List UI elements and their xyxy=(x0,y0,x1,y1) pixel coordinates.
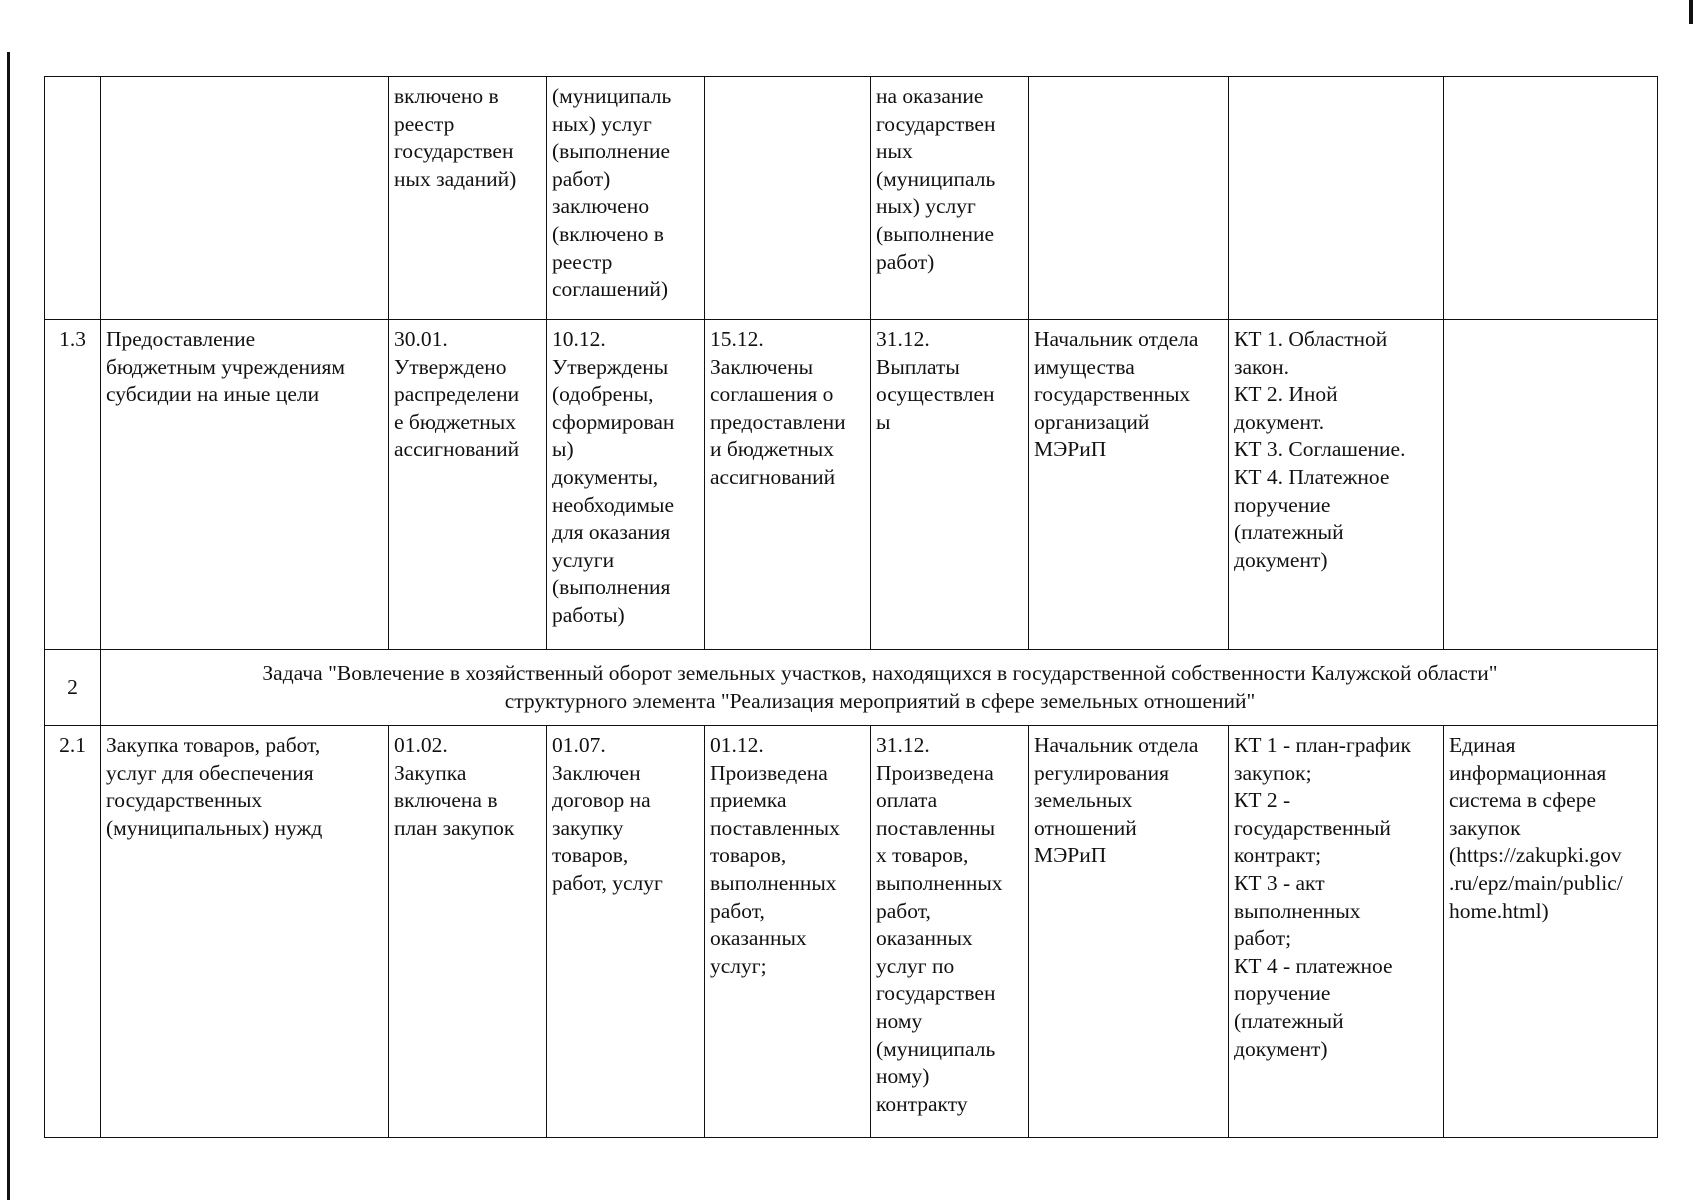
cell-text-line: КТ 4 - платежное xyxy=(1234,953,1393,978)
cell-text-line: х товаров, xyxy=(876,843,969,868)
cell-text-line: ному xyxy=(876,1008,923,1033)
cell-text-line: (выполнение xyxy=(876,221,995,246)
cell-text-line: МЭРиП xyxy=(1034,843,1107,868)
cell-text-line: услуг; xyxy=(710,953,767,978)
cell-text-line: выполненных xyxy=(876,870,1003,895)
cell-text-line: закупок xyxy=(1449,815,1521,840)
cell-text-line: имущества xyxy=(1034,354,1135,379)
cell-text-line: отношений xyxy=(1034,815,1137,840)
cell-text-line: Закупка товаров, работ, xyxy=(106,733,321,757)
checkpoint-1-cell xyxy=(389,77,547,320)
cell-text-line: 15.12. xyxy=(710,327,764,351)
cell-text-line: Заключены xyxy=(710,354,814,379)
checkpoint-3-cell xyxy=(705,77,871,320)
cell-text-line: выполненных xyxy=(1234,898,1361,923)
cell-text-line: осуществлен xyxy=(876,382,995,407)
table-row xyxy=(45,320,1658,650)
cell-text-line: закупку xyxy=(552,815,624,840)
cell-text-line: закупок; xyxy=(1234,760,1312,785)
cell-text-line: договор на xyxy=(552,788,651,813)
cell-text-line: 30.01. xyxy=(394,327,448,351)
cell-text-line: соглашений) xyxy=(552,277,669,302)
cell-text-line: оказанных xyxy=(710,926,807,951)
cell-text-line: КТ 4. Платежное xyxy=(1234,464,1390,489)
cell-text-line: работ, xyxy=(876,898,931,923)
checkpoint-4-cell xyxy=(871,77,1029,320)
info-system-cell xyxy=(1444,320,1658,650)
cell-text-line: документ) xyxy=(1234,1036,1328,1061)
cell-text-line: (выполнения xyxy=(552,575,671,600)
row-number-cell xyxy=(45,77,101,320)
cell-text-line: ных xyxy=(876,139,913,164)
cell-text-line: работ, xyxy=(710,898,765,923)
cell-text-line: оплата xyxy=(876,788,938,813)
cell-text-line: Начальник отдела xyxy=(1034,327,1199,351)
cell-text-line: приемка xyxy=(710,788,787,813)
cell-text-line: (платежный xyxy=(1234,520,1344,545)
cell-text-line: КТ 1. Областной xyxy=(1234,327,1388,351)
task-title-cell xyxy=(101,650,1658,726)
cell-text-line: 31.12. xyxy=(876,733,930,757)
cell-text-line: КТ 3 - акт xyxy=(1234,870,1325,895)
cell-text-line: субсидии на иные цели xyxy=(106,382,320,407)
cell-text-line: услуги xyxy=(552,547,615,572)
cell-text-line: включена в xyxy=(394,788,498,813)
cell-text-line: ы) xyxy=(552,437,574,462)
checkpoint-4-cell xyxy=(871,726,1029,1138)
cell-text-line: поставленных xyxy=(710,815,840,840)
cell-text-line: необходимые xyxy=(552,492,675,517)
event-name-cell xyxy=(101,77,389,320)
row-number-cell: 1.3 xyxy=(45,320,101,650)
cell-text-line: КТ 1 - план-график xyxy=(1234,733,1411,757)
cell-text-line: работ, услуг xyxy=(552,870,663,895)
cell-text-line: Произведена xyxy=(710,760,828,785)
cell-text-line: ных заданий) xyxy=(394,166,517,191)
cell-text-line: ассигнований xyxy=(710,464,836,489)
page-corner-mark xyxy=(1689,0,1693,24)
cell-text-line: система в сфере xyxy=(1449,788,1597,813)
cell-text-line: соглашения о xyxy=(710,382,834,407)
cell-text-line: государствен xyxy=(876,111,996,136)
cell-text-line: регулирования xyxy=(1034,760,1169,785)
cell-text-line: на оказание xyxy=(876,84,984,108)
cell-text-line: поручение xyxy=(1234,492,1331,517)
cell-text-line: земельных xyxy=(1034,788,1133,813)
table-row xyxy=(45,77,1658,320)
cell-text-line: ному) xyxy=(876,1064,930,1089)
responsible-cell xyxy=(1029,726,1229,1138)
cell-text-line: home.html) xyxy=(1449,898,1549,923)
cell-text-line: 01.12. xyxy=(710,733,764,757)
cell-text-line: предоставлени xyxy=(710,409,846,434)
cell-text-line: работы) xyxy=(552,602,625,627)
checkpoint-1-cell xyxy=(389,320,547,650)
cell-text-line: поручение xyxy=(1234,981,1331,1006)
cell-text-line: Выплаты xyxy=(876,354,960,379)
info-system-cell xyxy=(1444,77,1658,320)
cell-text-line: Предоставление xyxy=(106,327,256,351)
checkpoint-2-cell xyxy=(547,726,705,1138)
cell-text-line: Утверждено xyxy=(394,354,507,379)
cell-text-line: и бюджетных xyxy=(710,437,834,462)
cell-text-line: работ; xyxy=(1234,926,1292,951)
document-type-cell xyxy=(1229,726,1444,1138)
cell-text-line: включено в xyxy=(394,84,499,108)
responsible-cell xyxy=(1029,77,1229,320)
cell-text-line: товаров, xyxy=(710,843,787,868)
cell-text-line: 10.12. xyxy=(552,327,606,351)
cell-text-line: 01.07. xyxy=(552,733,606,757)
cell-text-line: 31.12. xyxy=(876,327,930,351)
cell-text-line: государствен xyxy=(876,981,996,1006)
responsible-cell xyxy=(1029,320,1229,650)
cell-text-line: поставленны xyxy=(876,815,996,840)
cell-text-line: (муниципаль xyxy=(876,166,996,191)
table-body xyxy=(45,77,1658,1138)
cell-text-line: КТ 3. Соглашение. xyxy=(1234,437,1406,462)
cell-text-line: .ru/epz/main/public/ xyxy=(1449,870,1623,895)
cell-text-line: государствен xyxy=(394,139,514,164)
cell-text-line: (платежный xyxy=(1234,1008,1344,1033)
cell-text-line: ных) услуг xyxy=(552,111,652,136)
implementation-plan-table xyxy=(44,76,1658,1138)
row-number-cell: 2 xyxy=(45,650,101,726)
cell-text-line: реестр xyxy=(394,111,455,136)
cell-text-line: Задача "Вовлечение в хозяйственный оборот земельных участков, находящихся в государственной собственности Калужской области" xyxy=(262,660,1498,685)
cell-text-line: работ) xyxy=(876,249,935,274)
cell-text-line: заключено xyxy=(552,194,650,219)
checkpoint-1-cell xyxy=(389,726,547,1138)
cell-text-line: распределени xyxy=(394,382,520,407)
cell-text-line: Начальник отдела xyxy=(1034,733,1199,757)
cell-text-line: организаций xyxy=(1034,409,1150,434)
cell-text-line: (выполнение xyxy=(552,139,671,164)
cell-text-line: КТ 2. Иной xyxy=(1234,382,1338,407)
cell-text-line: оказанных xyxy=(876,926,973,951)
cell-text-line: структурного элемента "Реализация мероприятий в сфере земельных отношений" xyxy=(504,688,1256,713)
cell-text-line: (одобрены, xyxy=(552,382,654,407)
event-name-cell xyxy=(101,320,389,650)
cell-text-line: е бюджетных xyxy=(394,409,516,434)
cell-text-line: документы, xyxy=(552,464,659,489)
checkpoint-3-cell xyxy=(705,726,871,1138)
cell-text-line: контракту xyxy=(876,1091,968,1116)
cell-text-line: контракт; xyxy=(1234,843,1322,868)
cell-text-line: 01.02. xyxy=(394,733,448,757)
cell-text-line: (муниципаль xyxy=(876,1036,996,1061)
cell-text-line: документ) xyxy=(1234,547,1328,572)
cell-text-line: Утверждены xyxy=(552,354,669,379)
cell-text-line: государственных xyxy=(1034,382,1191,407)
table-row xyxy=(45,650,1658,726)
cell-text-line: (муниципальных) нужд xyxy=(106,815,323,840)
table-row xyxy=(45,726,1658,1138)
checkpoint-3-cell xyxy=(705,320,871,650)
cell-text-line: (включено в xyxy=(552,221,664,246)
cell-text-line: услуг по xyxy=(876,953,955,978)
cell-text-line: (муниципаль xyxy=(552,84,672,108)
cell-text-line: реестр xyxy=(552,249,613,274)
checkpoint-4-cell xyxy=(871,320,1029,650)
cell-text-line: план закупок xyxy=(394,815,515,840)
cell-text-line: бюджетным учреждениям xyxy=(106,354,345,379)
cell-text-line: государственных xyxy=(106,788,263,813)
cell-text-line: товаров, xyxy=(552,843,629,868)
cell-text-line: работ) xyxy=(552,166,611,191)
cell-text-line: Закупка xyxy=(394,760,467,785)
cell-text-line: государственный xyxy=(1234,815,1391,840)
cell-text-line: закон. xyxy=(1234,354,1290,379)
checkpoint-2-cell xyxy=(547,320,705,650)
document-type-cell xyxy=(1229,77,1444,320)
info-system-cell xyxy=(1444,726,1658,1138)
cell-text-line: сформирован xyxy=(552,409,675,434)
page-left-border xyxy=(7,52,10,1200)
cell-text-line: МЭРиП xyxy=(1034,437,1107,462)
event-name-cell xyxy=(101,726,389,1138)
cell-text-line: (https://zakupki.gov xyxy=(1449,843,1622,868)
cell-text-line: информационная xyxy=(1449,760,1607,785)
cell-text-line: документ. xyxy=(1234,409,1325,434)
cell-text-line: для оказания xyxy=(552,520,671,545)
cell-text-line: ы xyxy=(876,409,891,434)
cell-text-line: КТ 2 - xyxy=(1234,788,1291,813)
cell-text-line: выполненных xyxy=(710,870,837,895)
row-number-cell: 2.1 xyxy=(45,726,101,1138)
cell-text-line: Единая xyxy=(1449,733,1516,757)
document-type-cell xyxy=(1229,320,1444,650)
cell-text-line: услуг для обеспечения xyxy=(106,760,314,785)
cell-text-line: ных) услуг xyxy=(876,194,976,219)
checkpoint-2-cell xyxy=(547,77,705,320)
cell-text-line: ассигнований xyxy=(394,437,520,462)
cell-text-line: Заключен xyxy=(552,760,641,785)
cell-text-line: Произведена xyxy=(876,760,994,785)
